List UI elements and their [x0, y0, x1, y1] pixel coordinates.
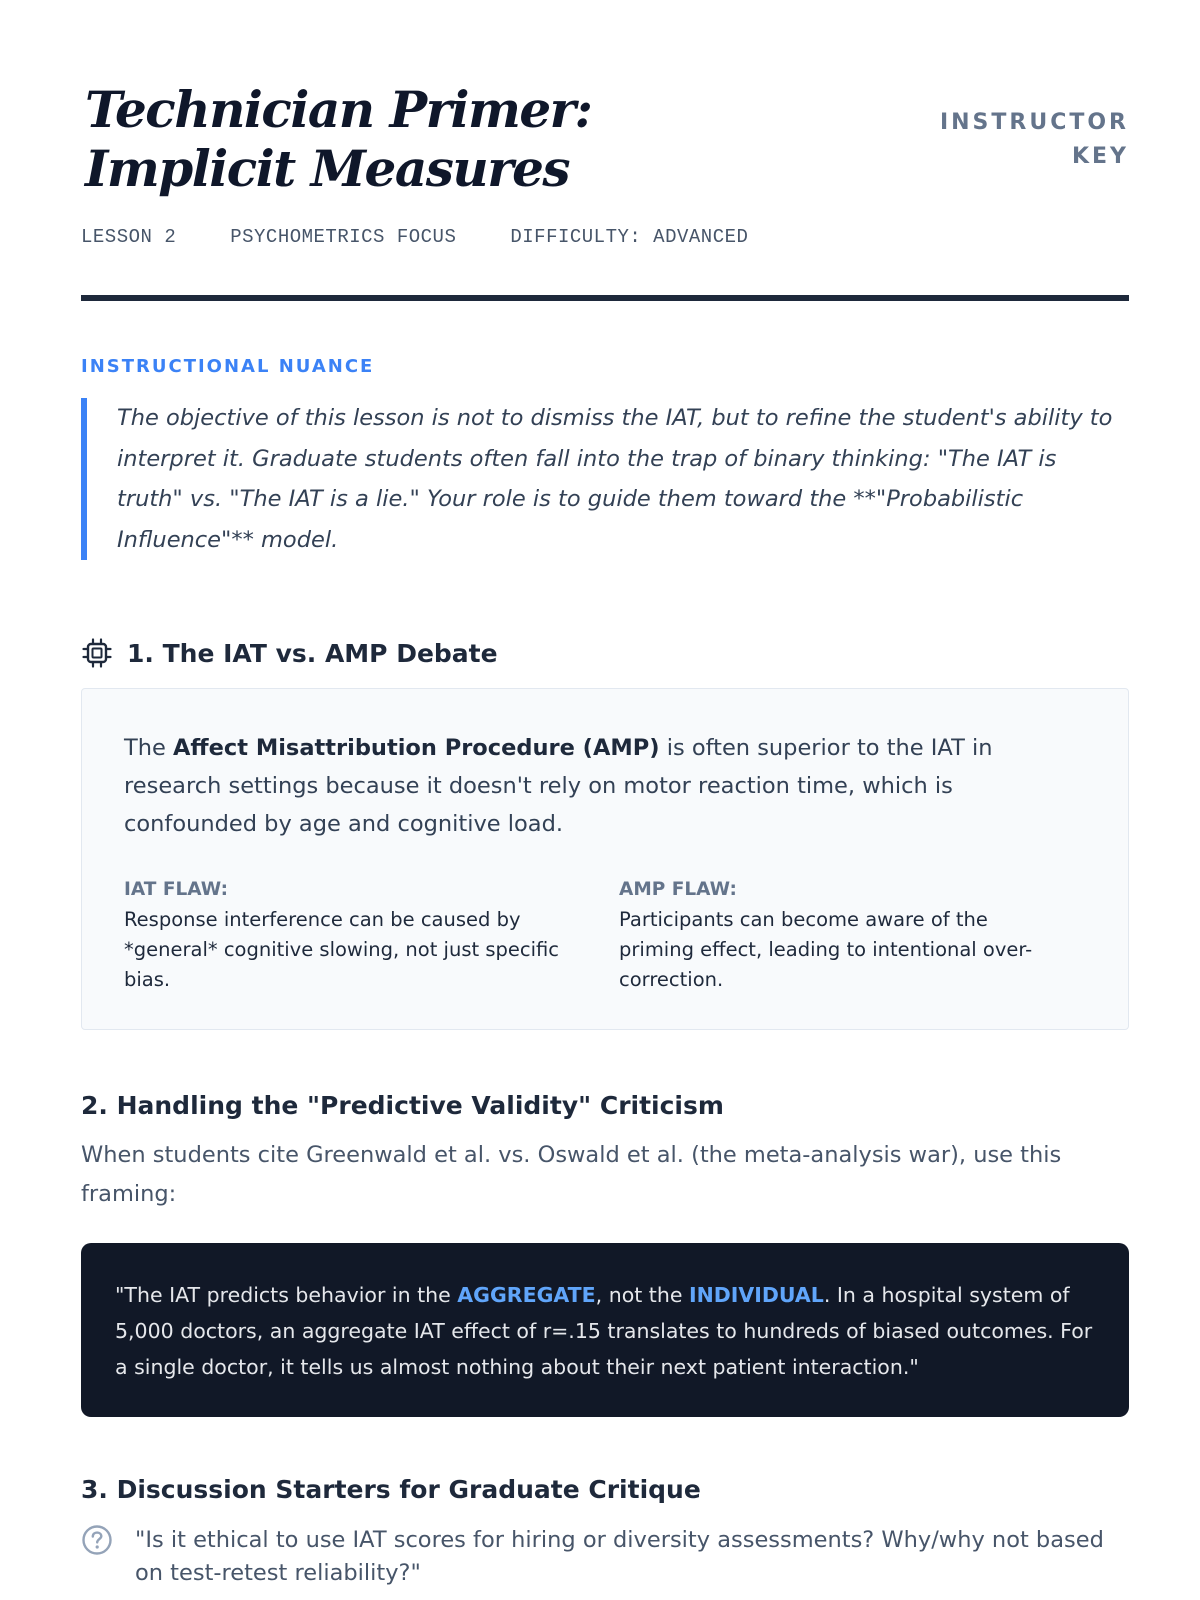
- page-header: [81, 0, 1129, 306]
- section1-title: 1. The IAT vs. AMP Debate: [127, 638, 498, 668]
- section2-intro: When students cite Greenwald et al. vs. Oswald et al. (the meta-analysis war), use this framing:: [81, 1142, 1062, 1207]
- quote-part3: . In a hospital system of 5,000 doctors, an aggregate IAT effect of r=.15 translates to hundreds of biased outcomes. For a single doctor, it tells us almost nothing about their next patient interaction.": [115, 1283, 1093, 1379]
- chip-icon: [81, 637, 113, 669]
- amp-flaw-text: Participants can become aware of the priming effect, leading to intentional over-correction.: [619, 908, 1033, 991]
- instructor-key-badge: INSTRUCTOR KEY: [939, 110, 1129, 169]
- meta-lesson: LESSON 2: [81, 226, 177, 248]
- quote-part2: , not the: [595, 1283, 689, 1307]
- framing-quote-box: [81, 1243, 1129, 1417]
- nuance-quote: The objective of this lesson is not to dismiss the IAT, but to refine the student's ability to interpret it. Graduate students often fall into the trap of binary thinking: "The IAT is truth" vs. "The IAT is a lie." Your role is to guide them toward the **"Probabilistic Influence"** model.: [81, 398, 1129, 560]
- section3-title: 3. Discussion Starters for Graduate Critique: [81, 1475, 701, 1504]
- header-divider: [81, 295, 1129, 301]
- quote-individual: INDIVIDUAL: [688, 1283, 824, 1307]
- amp-flaw-label: AMP FLAW:: [619, 879, 737, 900]
- iat-flaw-label: IAT FLAW:: [124, 879, 228, 900]
- primer-page: [81, 0, 1129, 1586]
- amp-intro-prefix: The: [124, 735, 173, 761]
- quote-part1: "The IAT predicts behavior in the: [115, 1283, 458, 1307]
- amp-comparison-box: [81, 688, 1129, 1030]
- quote-aggregate: AGGREGATE: [457, 1283, 596, 1307]
- meta-difficulty: DIFFICULTY: ADVANCED: [510, 226, 749, 248]
- page-title: Technician Primer: Implicit Measures: [85, 80, 592, 198]
- question-circle-icon: [81, 1524, 113, 1556]
- section3-heading: [81, 1475, 701, 1504]
- iat-flaw-text: Response interference can be caused by *general* cognitive slowing, not just specific bias.: [124, 908, 560, 991]
- amp-intro: [124, 729, 1084, 843]
- amp-term: Affect Misattribution Procedure (AMP): [173, 735, 660, 761]
- meta-focus: PSYCHOMETRICS FOCUS: [230, 226, 457, 248]
- discussion-starter: [81, 1524, 1129, 1590]
- amp-flaw: [619, 875, 1059, 995]
- lesson-meta: [81, 226, 802, 248]
- section2-title: 2. Handling the "Predictive Validity" Criticism: [81, 1091, 724, 1120]
- section2-heading: [81, 1091, 724, 1120]
- nuance-label: INSTRUCTIONAL NUANCE: [81, 356, 375, 377]
- iat-flaw: [124, 875, 564, 995]
- section1-heading: [81, 637, 498, 669]
- discussion-starter-text: "Is it ethical to use IAT scores for hiring or diversity assessments? Why/why not based on test-retest reliability?": [135, 1527, 1104, 1586]
- amp-intro-suffix: is often superior to the IAT in research settings because it doesn't rely on motor reaction time, which is confounded by age and cognitive load.: [124, 735, 993, 837]
